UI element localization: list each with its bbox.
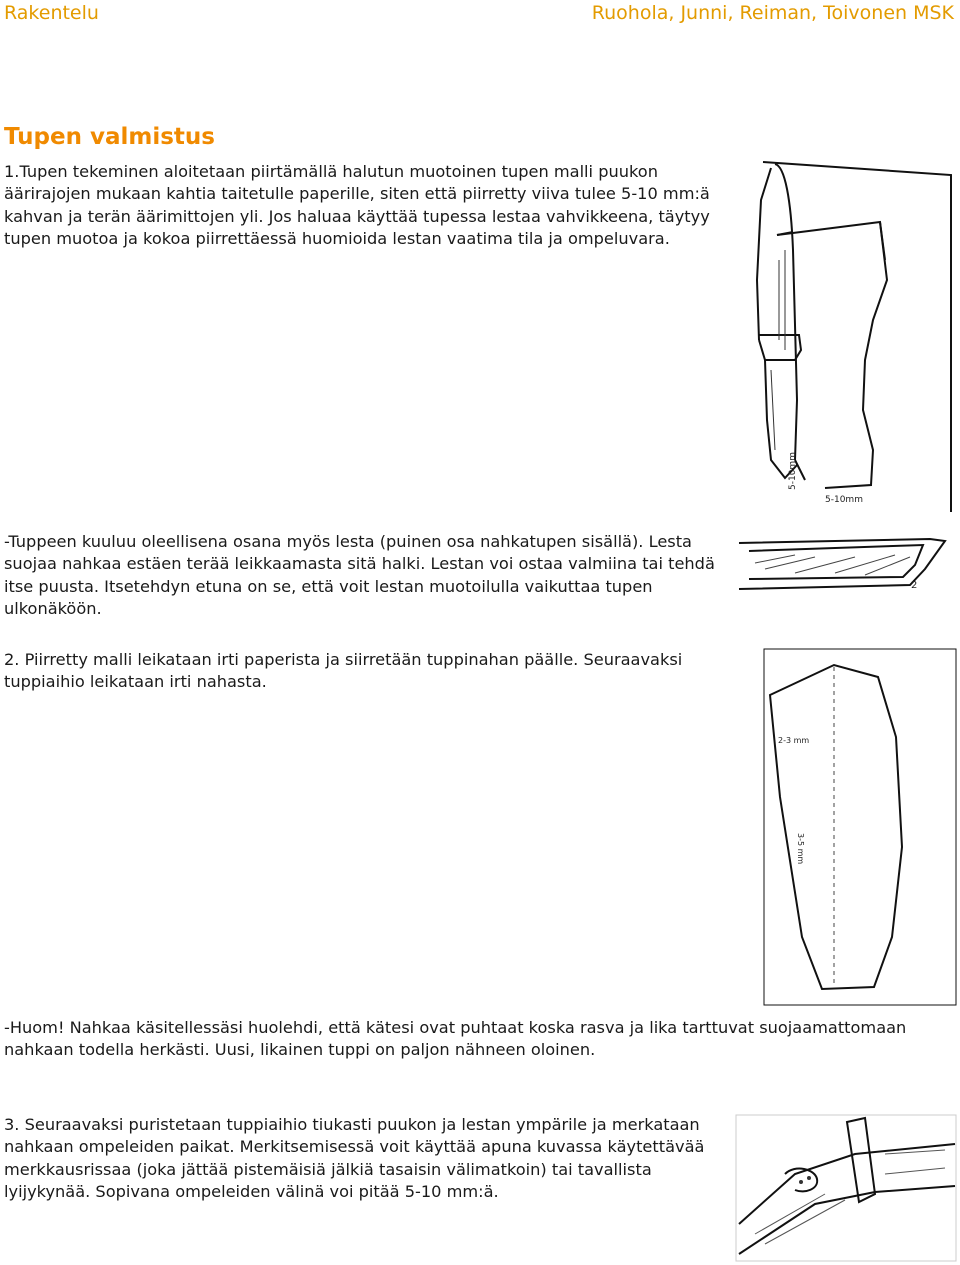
blank-note-b: 3-5 mm bbox=[796, 833, 805, 865]
paragraph-lesta: -Tuppeen kuuluu oleellisena osana myös lesta (puinen osa nahkatupen sisällä). Lesta suojaa nahkaa estäen terää leikkaamasta sitä halki. Lestan voi ostaa valmiina tai tehdä itse puusta. Itsetehdyn etuna on se, että voit lestan muotoilulla vaikuttaa tupen ulkonäköön. bbox=[4, 532, 715, 619]
pattern-note-a: 5-10mm bbox=[788, 452, 798, 490]
paragraph-step-2: 2. Piirretty malli leikataan irti paperista ja siirretään tuppinahan päälle. Seuraavaksi tuppiaihio leikataan irti nahasta. bbox=[4, 650, 683, 692]
paragraph-step-1: 1.Tupen tekeminen aloitetaan piirtämällä halutun muotoinen tupen malli puukon äärirajojen mukaan kahtia taitetulle paperille, siten että piirretty viiva tulee 5-10 mm:ä kahvan ja terän äärimittojen yli. Jos haluaa käyttää tupessa lestaa vahvikkeena, täytyy tupen muotoa ja kokoa piirrettäessä huomioida lestan vaatima tila ja ompeluvara. bbox=[4, 162, 710, 249]
pattern-note-b: 5-10mm bbox=[825, 495, 863, 505]
lesta-mark: 2 bbox=[911, 580, 918, 591]
blank-note-a: 2-3 mm bbox=[778, 736, 810, 745]
sheath-blank-figure bbox=[762, 647, 958, 1007]
header-left-title: Rakentelu bbox=[4, 2, 99, 24]
paragraph-note: -Huom! Nahkaa käsitellessäsi huolehdi, että kätesi ovat puhtaat koska rasva ja lika tarttuvat suojaamattomaan nahkaan todella herkästi. Uusi, likainen tuppi on paljon nähneen oloinen. bbox=[4, 1018, 907, 1060]
header-authors: Ruohola, Junni, Reiman, Toivonen MSK bbox=[591, 2, 954, 24]
stitch-marking-figure bbox=[735, 1114, 957, 1262]
lesta-figure bbox=[735, 533, 957, 599]
sheath-pattern-figure bbox=[735, 160, 957, 520]
paragraph-step-3: 3. Seuraavaksi puristetaan tuppiaihio tiukasti puukon ja lestan ympärile ja merkataan nahkaan ompeleiden paikat. Merkitsemisessä voit käyttää apuna kuvassa käytettävää merkkausrissaa (joka jättää pistemäisiä jälkiä tasaisin välimatkoin) tai tavallista lyijykynää. Sopivana ompeleiden välinä voi pitää 5-10 mm:ä. bbox=[4, 1115, 705, 1202]
section-title: Tupen valmistus bbox=[4, 124, 215, 150]
